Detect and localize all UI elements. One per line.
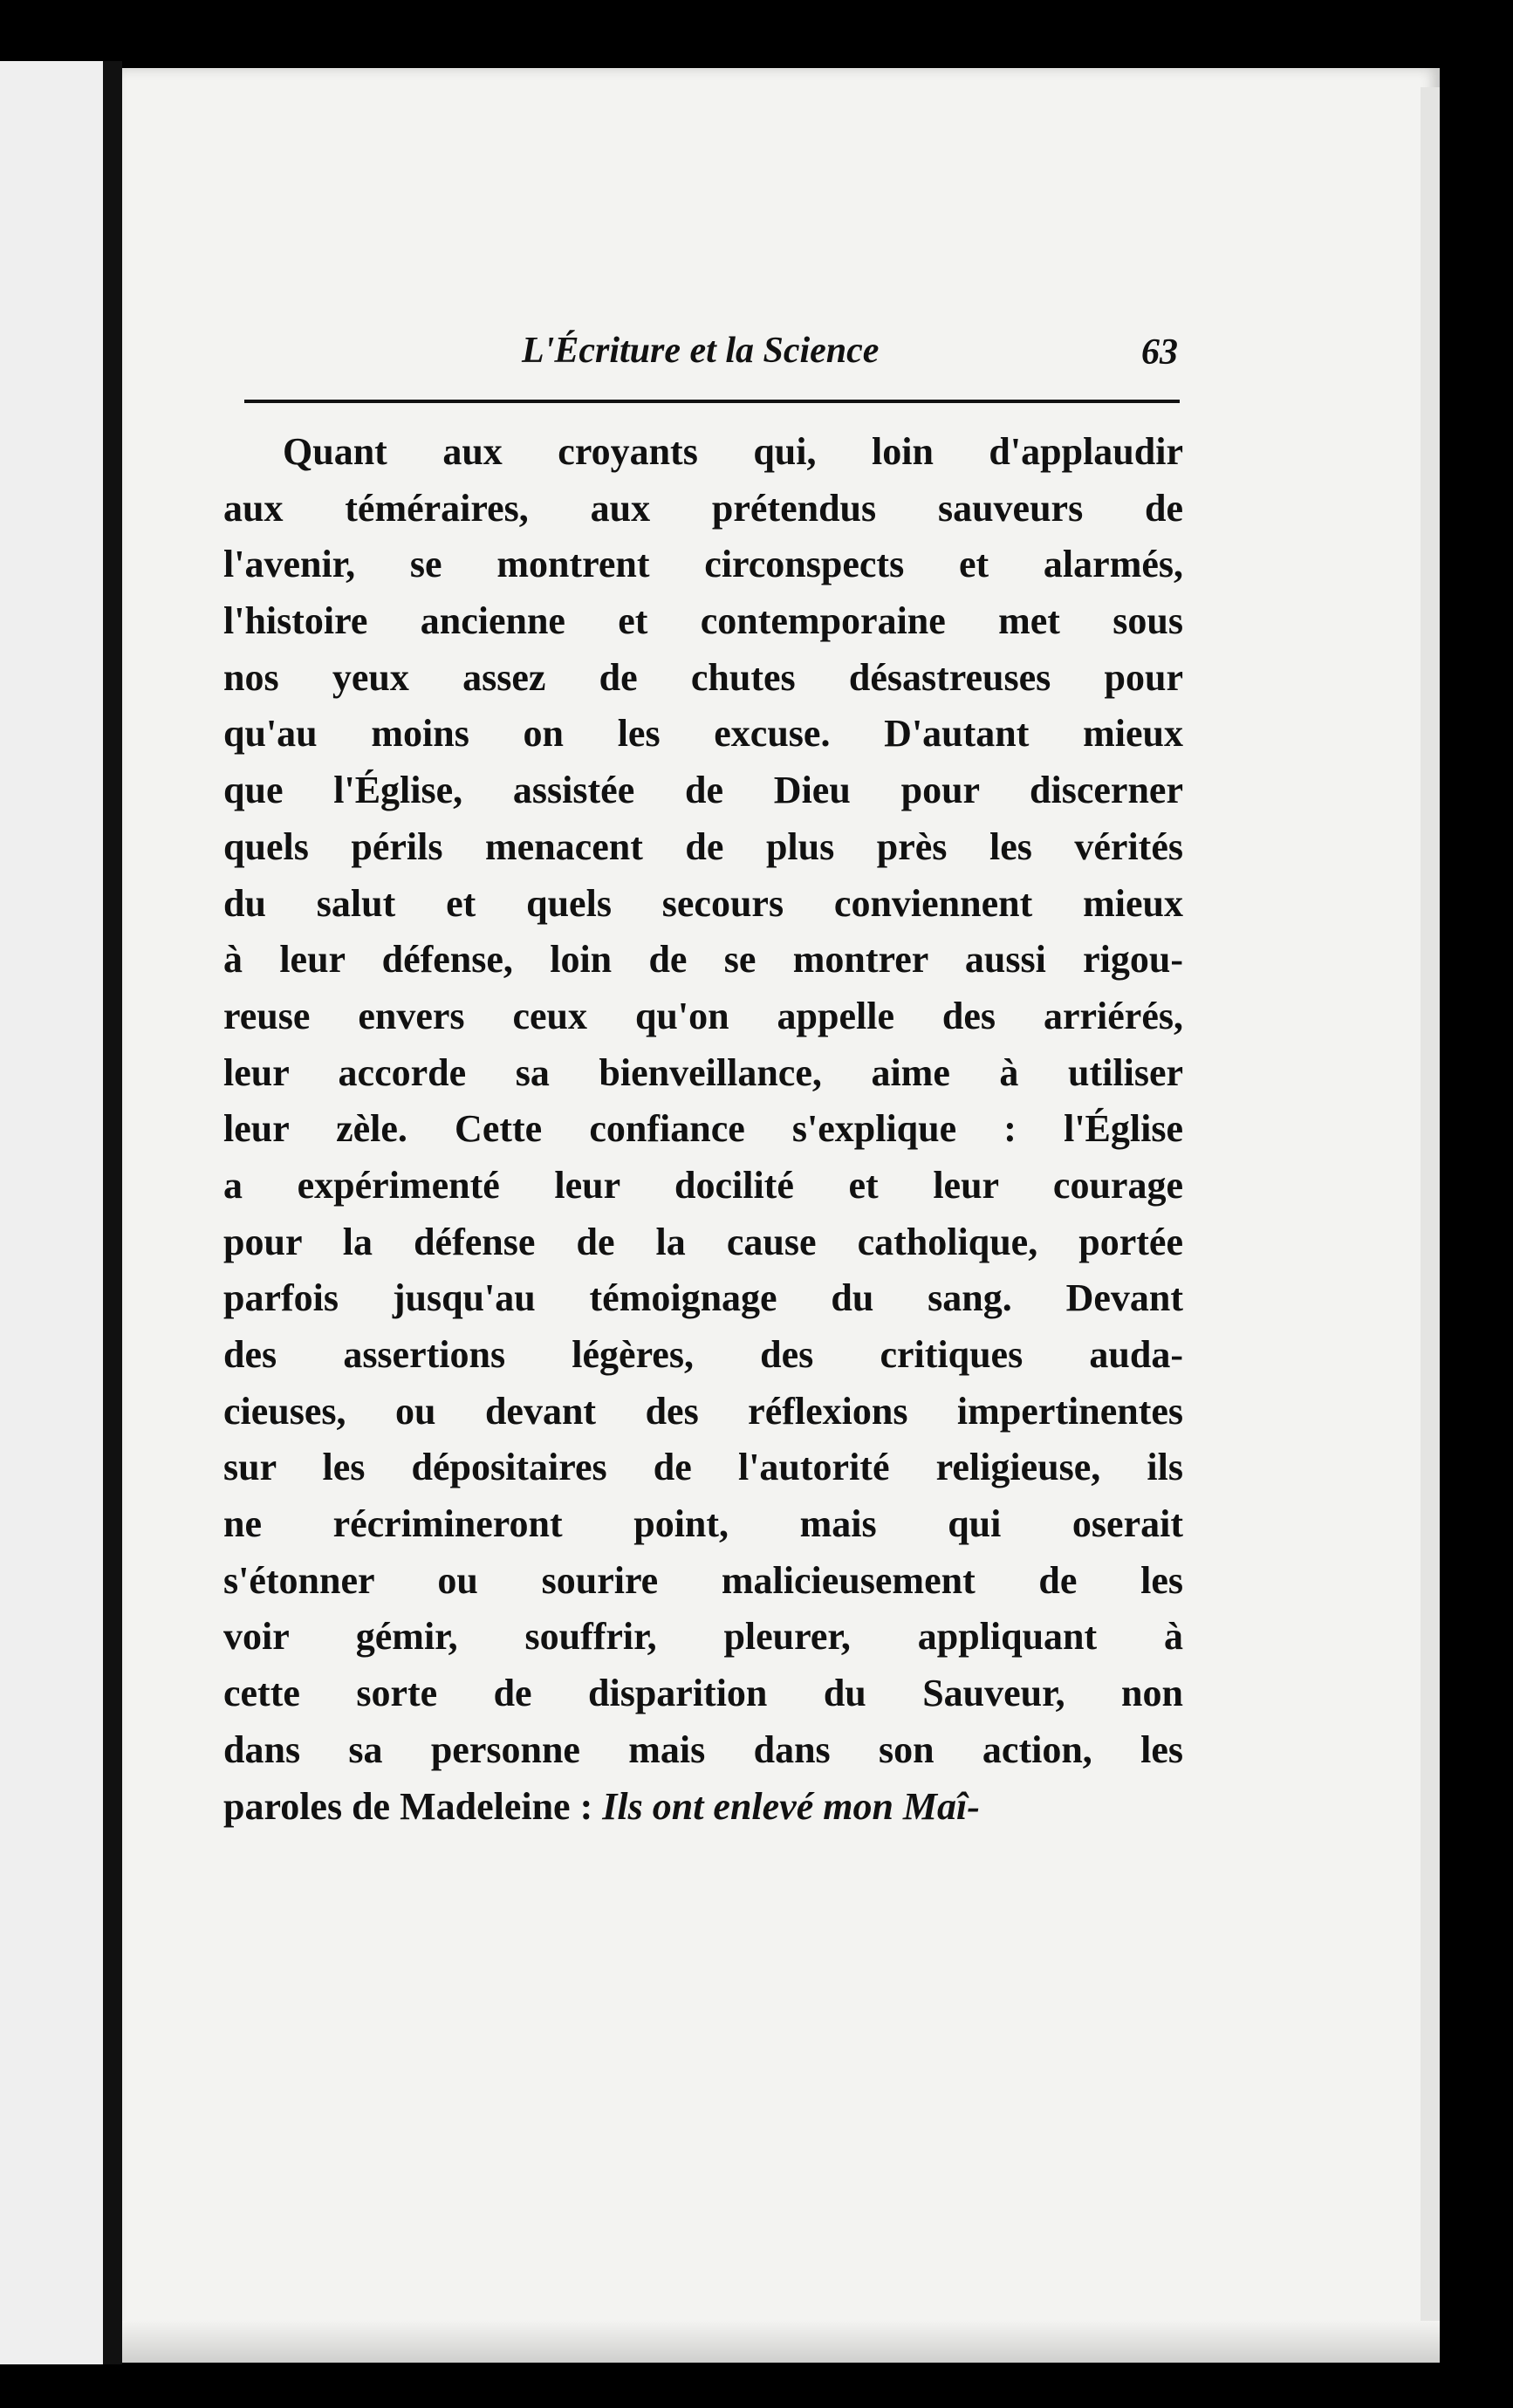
text-line: s'étonner ou sourire malicieusement de les: [223, 1558, 1183, 1602]
text-line: que l'Église, assistée de Dieu pour discerner: [223, 769, 1183, 812]
body-text: [223, 424, 1183, 1835]
running-title: L'Écriture et la Science: [522, 331, 880, 371]
text-line: Quant aux croyants qui, loin d'applaudir: [283, 430, 1183, 473]
text-line: du salut et quels secours conviennent mieux: [223, 881, 1183, 925]
page-fore-edge: [1421, 87, 1440, 2347]
text-line: quels périls menacent de plus près les vérités: [223, 824, 1183, 868]
text-line: reuse envers ceux qu'on appelle des arriérés,: [223, 994, 1183, 1037]
text-line: à leur défense, loin de se montrer aussi rigou-: [223, 938, 1183, 982]
text-line: des assertions légères, des critiques auda-: [223, 1333, 1183, 1376]
text-line: ne récrimineront point, mais qui oserait: [223, 1502, 1183, 1546]
page-bottom-shadow: [122, 2321, 1440, 2363]
text-line: pour la défense de la cause catholique, portée: [223, 1220, 1183, 1263]
text-line: leur zèle. Cette confiance s'explique : l'Église: [223, 1107, 1183, 1151]
text-line: leur accorde sa bienveillance, aime à utiliser: [223, 1050, 1183, 1094]
text-line: nos yeux assez de chutes désastreuses pour: [223, 655, 1183, 699]
running-head: [244, 330, 1195, 379]
text-line: dans sa personne mais dans son action, les: [223, 1727, 1183, 1771]
text-line-final: [223, 1779, 1183, 1836]
text-line: cette sorte de disparition du Sauveur, non: [223, 1672, 1183, 1715]
final-line-roman: paroles de Madeleine :: [223, 1784, 603, 1828]
header-rule: [244, 400, 1180, 403]
text-line: l'histoire ancienne et contemporaine met sous: [223, 599, 1183, 643]
text-line: sur les dépositaires de l'autorité religieuse, ils: [223, 1446, 1183, 1489]
final-line-italic: Ils ont enlevé mon Maî-: [602, 1784, 980, 1828]
text-line: qu'au moins on les excuse. D'autant mieux: [223, 712, 1183, 756]
text-line: l'avenir, se montrent circonspects et alarmés,: [223, 543, 1183, 586]
facing-page-edge: [0, 61, 103, 2364]
text-line: cieuses, ou devant des réflexions impertinentes: [223, 1389, 1183, 1433]
book-gutter: [103, 61, 122, 2364]
text-line: a expérimenté leur docilité et leur courage: [223, 1163, 1183, 1207]
text-line: voir gémir, souffrir, pleurer, appliquant à: [223, 1615, 1183, 1659]
text-line: parfois jusqu'au témoignage du sang. Devant: [223, 1276, 1183, 1320]
page-number: 63: [1141, 332, 1178, 373]
text-line: aux téméraires, aux prétendus sauveurs de: [223, 486, 1183, 530]
